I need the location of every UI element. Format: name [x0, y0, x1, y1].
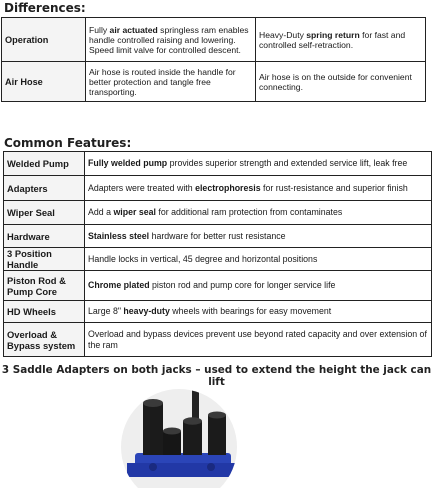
feature-label: Wiper Seal	[4, 201, 85, 225]
table-row	[4, 176, 432, 201]
saddle-adapters-caption: 3 Saddle Adapters on both jacks – used to extend the height the jack can lift	[1, 364, 432, 388]
common-features-heading: Common Features:	[4, 136, 132, 150]
feature-description: Overload and bypass devices prevent use beyond rated capacity and over extension of the ram	[85, 323, 432, 357]
differences-table	[1, 17, 426, 102]
bolt	[207, 463, 215, 471]
saddle-adapter-tall	[143, 403, 163, 455]
jack-frame	[127, 463, 239, 477]
saddle-adapter-top	[143, 399, 163, 407]
saddle-adapter-top	[163, 428, 181, 435]
table-row	[2, 62, 426, 102]
feature-description: Adapters were treated with electrophoresis for rust-resistance and superior finish	[85, 176, 432, 201]
feature-description: Handle locks in vertical, 45 degree and horizontal positions	[85, 248, 432, 271]
table-row	[4, 248, 432, 271]
table-row	[2, 18, 426, 62]
feature-label: 3 Position Handle	[4, 248, 85, 271]
feature-label: Welded Pump	[4, 152, 85, 176]
difference-cell: Air hose is on the outside for convenient connecting.	[256, 62, 426, 102]
table-row	[4, 271, 432, 301]
saddle-adapter-right	[208, 415, 226, 455]
saddle-adapter-short	[163, 431, 181, 455]
feature-description: Large 8" heavy-duty wheels with bearings for easy movement	[85, 301, 432, 323]
table-row	[4, 323, 432, 357]
differences-heading: Differences:	[4, 1, 86, 15]
difference-cell: Air hose is routed inside the handle for better protection and tangle free transporting.	[86, 62, 256, 102]
table-row	[4, 301, 432, 323]
feature-label: Hardware	[4, 225, 85, 248]
feature-label: HD Wheels	[4, 301, 85, 323]
difference-label-operation: Operation	[2, 18, 86, 62]
table-row	[4, 152, 432, 176]
bolt	[149, 463, 157, 471]
difference-label-air-hose: Air Hose	[2, 62, 86, 102]
table-row	[4, 201, 432, 225]
saddle-adapter-top	[183, 417, 202, 425]
saddle-adapter-medium	[183, 421, 202, 455]
feature-label: Adapters	[4, 176, 85, 201]
feature-description: Chrome plated piston rod and pump core for longer service life	[85, 271, 432, 301]
feature-description: Add a wiper seal for additional ram protection from contaminates	[85, 201, 432, 225]
saddle-adapter-top	[208, 412, 226, 419]
table-row	[4, 225, 432, 248]
feature-label: Piston Rod & Pump Core	[4, 271, 85, 301]
feature-description: Stainless steel hardware for better rust resistance	[85, 225, 432, 248]
difference-cell: Heavy-Duty spring return for fast and controlled self-retraction.	[256, 18, 426, 62]
feature-description: Fully welded pump provides superior strength and extended service lift, leak free	[85, 152, 432, 176]
feature-label: Overload & Bypass system	[4, 323, 85, 357]
saddle-adapters-photo	[113, 385, 245, 488]
common-features-table	[3, 151, 432, 357]
difference-cell: Fully air actuated springless ram enables handle controlled raising and lowering. Speed limit valve for controlled descent.	[86, 18, 256, 62]
